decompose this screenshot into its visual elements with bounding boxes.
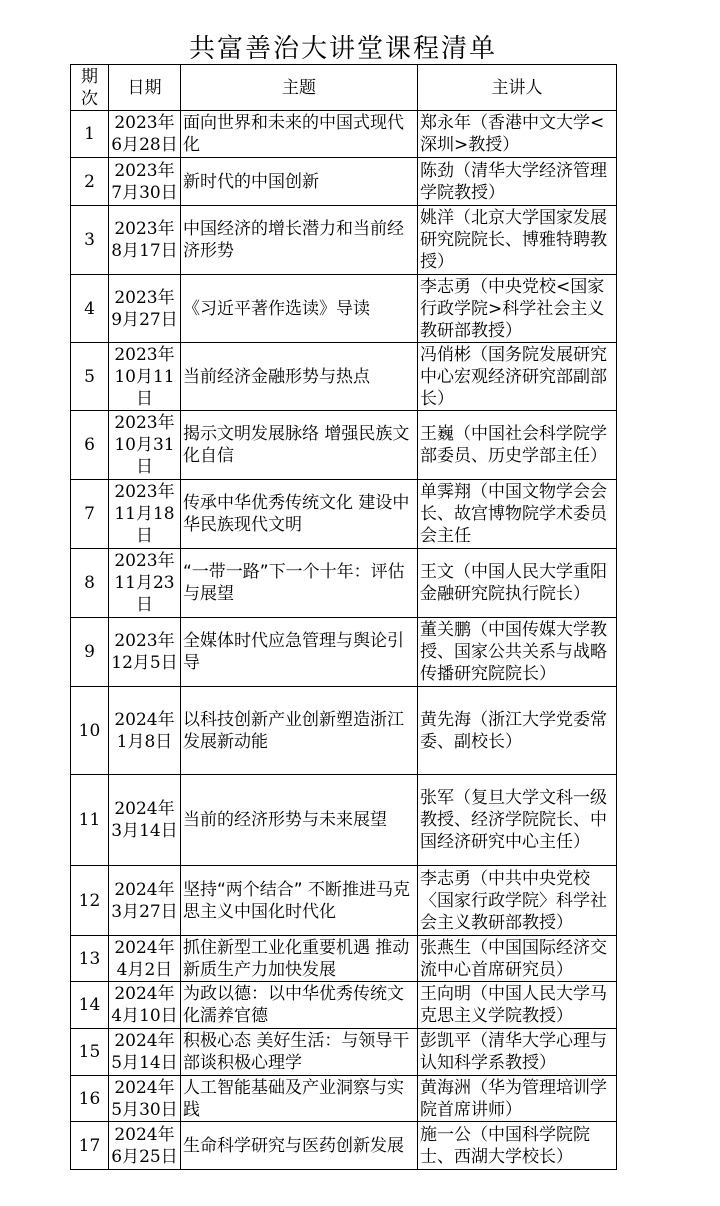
row-topic: 生命科学研究与医药创新发展 bbox=[181, 1122, 418, 1170]
row-speaker: 黄先海（浙江大学党委常委、副校长） bbox=[418, 687, 617, 775]
row-topic: 中国经济的增长潜力和当前经济形势 bbox=[181, 206, 418, 275]
row-speaker: 姚洋（北京大学国家发展研究院院长、博雅特聘教授） bbox=[418, 206, 617, 275]
table-row bbox=[71, 936, 617, 982]
row-topic: 全媒体时代应急管理与舆论引导 bbox=[181, 618, 418, 687]
row-number: 1 bbox=[71, 111, 109, 158]
row-speaker: 张军（复旦大学文科一级教授、经济学院院长、中国经济研究中心主任） bbox=[418, 775, 617, 866]
table-row bbox=[71, 206, 617, 275]
table-row bbox=[71, 480, 617, 549]
header-topic: 主题 bbox=[181, 65, 418, 111]
row-date: 2024年3月27日 bbox=[109, 866, 181, 936]
row-speaker: 施一公（中国科学院院士、西湖大学校长） bbox=[418, 1122, 617, 1170]
row-topic: 面向世界和未来的中国式现代化 bbox=[181, 111, 418, 158]
row-number: 11 bbox=[71, 775, 109, 866]
row-topic: 坚持“两个结合” 不断推进马克思主义中国化时代化 bbox=[181, 866, 418, 936]
table-row bbox=[71, 687, 617, 775]
row-speaker: 王文（中国人民大学重阳金融研究院执行院长） bbox=[418, 549, 617, 618]
table-row bbox=[71, 1029, 617, 1076]
table-row bbox=[71, 111, 617, 158]
row-topic: 传承中华优秀传统文化 建设中华民族现代文明 bbox=[181, 480, 418, 549]
row-topic: 当前经济金融形势与热点 bbox=[181, 343, 418, 411]
table-row bbox=[71, 343, 617, 411]
row-number: 7 bbox=[71, 480, 109, 549]
row-topic: 当前的经济形势与未来展望 bbox=[181, 775, 418, 866]
row-speaker: 黄海洲（华为管理培训学院首席讲师） bbox=[418, 1076, 617, 1122]
row-speaker: 李志勇（中共中央党校〈国家行政学院〉科学社会主义教研部教授） bbox=[418, 866, 617, 936]
row-speaker: 单霁翔（中国文物学会会长、故宫博物院学术委员会主任 bbox=[418, 480, 617, 549]
row-number: 15 bbox=[71, 1029, 109, 1076]
row-topic: 抓住新型工业化重要机遇 推动新质生产力加快发展 bbox=[181, 936, 418, 982]
table-row bbox=[71, 775, 617, 866]
row-number: 16 bbox=[71, 1076, 109, 1122]
page-title: 共富善治大讲堂课程清单 bbox=[188, 34, 497, 64]
row-number: 10 bbox=[71, 687, 109, 775]
row-date: 2024年4月10日 bbox=[109, 982, 181, 1029]
row-speaker: 陈劲（清华大学经济管理学院教授） bbox=[418, 158, 617, 206]
row-date: 2024年5月30日 bbox=[109, 1076, 181, 1122]
table-row bbox=[71, 1122, 617, 1170]
row-speaker: 李志勇（中央党校<国家行政学院>科学社会主义教研部教授） bbox=[418, 275, 617, 343]
header-speaker: 主讲人 bbox=[418, 65, 617, 111]
header-row bbox=[71, 65, 617, 111]
row-number: 5 bbox=[71, 343, 109, 411]
row-speaker: 彭凯平（清华大学心理与认知科学系教授） bbox=[418, 1029, 617, 1076]
row-number: 6 bbox=[71, 411, 109, 480]
row-speaker: 王巍（中国社会科学院学部委员、历史学部主任） bbox=[418, 411, 617, 480]
row-date: 2023年11月18日 bbox=[109, 480, 181, 549]
row-topic: 人工智能基础及产业洞察与实践 bbox=[181, 1076, 418, 1122]
row-date: 2024年6月25日 bbox=[109, 1122, 181, 1170]
table-row bbox=[71, 618, 617, 687]
row-date: 2023年10月11日 bbox=[109, 343, 181, 411]
row-number: 14 bbox=[71, 982, 109, 1029]
header-no: 期次 bbox=[71, 65, 109, 111]
row-topic: 《习近平著作选读》导读 bbox=[181, 275, 418, 343]
row-topic: 揭示文明发展脉络 增强民族文化自信 bbox=[181, 411, 418, 480]
row-number: 3 bbox=[71, 206, 109, 275]
row-topic: 积极心态 美好生活：与领导干部谈积极心理学 bbox=[181, 1029, 418, 1076]
row-topic: “一带一路”下一个十年：评估与展望 bbox=[181, 549, 418, 618]
table-row bbox=[71, 1076, 617, 1122]
row-speaker: 张燕生（中国国际经济交流中心首席研究员） bbox=[418, 936, 617, 982]
table-row bbox=[71, 866, 617, 936]
row-number: 2 bbox=[71, 158, 109, 206]
row-speaker: 王向明（中国人民大学马克思主义学院教授） bbox=[418, 982, 617, 1029]
row-date: 2023年9月27日 bbox=[109, 275, 181, 343]
row-date: 2023年7月30日 bbox=[109, 158, 181, 206]
row-date: 2023年8月17日 bbox=[109, 206, 181, 275]
course-table bbox=[70, 64, 617, 1170]
table-row bbox=[71, 549, 617, 618]
row-topic: 新时代的中国创新 bbox=[181, 158, 418, 206]
row-number: 12 bbox=[71, 866, 109, 936]
table-row bbox=[71, 275, 617, 343]
row-number: 8 bbox=[71, 549, 109, 618]
row-number: 4 bbox=[71, 275, 109, 343]
table-row bbox=[71, 982, 617, 1029]
row-speaker: 郑永年（香港中文大学<深圳>教授） bbox=[418, 111, 617, 158]
row-date: 2023年6月28日 bbox=[109, 111, 181, 158]
row-date: 2024年3月14日 bbox=[109, 775, 181, 866]
row-date: 2023年12月5日 bbox=[109, 618, 181, 687]
row-speaker: 冯俏彬（国务院发展研究中心宏观经济研究部副部长） bbox=[418, 343, 617, 411]
row-topic: 为政以德：以中华优秀传统文化濡养官德 bbox=[181, 982, 418, 1029]
header-date: 日期 bbox=[109, 65, 181, 111]
row-date: 2023年11月23日 bbox=[109, 549, 181, 618]
table-row bbox=[71, 411, 617, 480]
row-number: 9 bbox=[71, 618, 109, 687]
row-date: 2023年10月31日 bbox=[109, 411, 181, 480]
row-date: 2024年4月2日 bbox=[109, 936, 181, 982]
row-date: 2024年1月8日 bbox=[109, 687, 181, 775]
row-speaker: 董关鹏（中国传媒大学教授、国家公共关系与战略传播研究院院长） bbox=[418, 618, 617, 687]
row-number: 13 bbox=[71, 936, 109, 982]
row-number: 17 bbox=[71, 1122, 109, 1170]
table-row bbox=[71, 158, 617, 206]
row-topic: 以科技创新产业创新塑造浙江发展新动能 bbox=[181, 687, 418, 775]
row-date: 2024年5月14日 bbox=[109, 1029, 181, 1076]
